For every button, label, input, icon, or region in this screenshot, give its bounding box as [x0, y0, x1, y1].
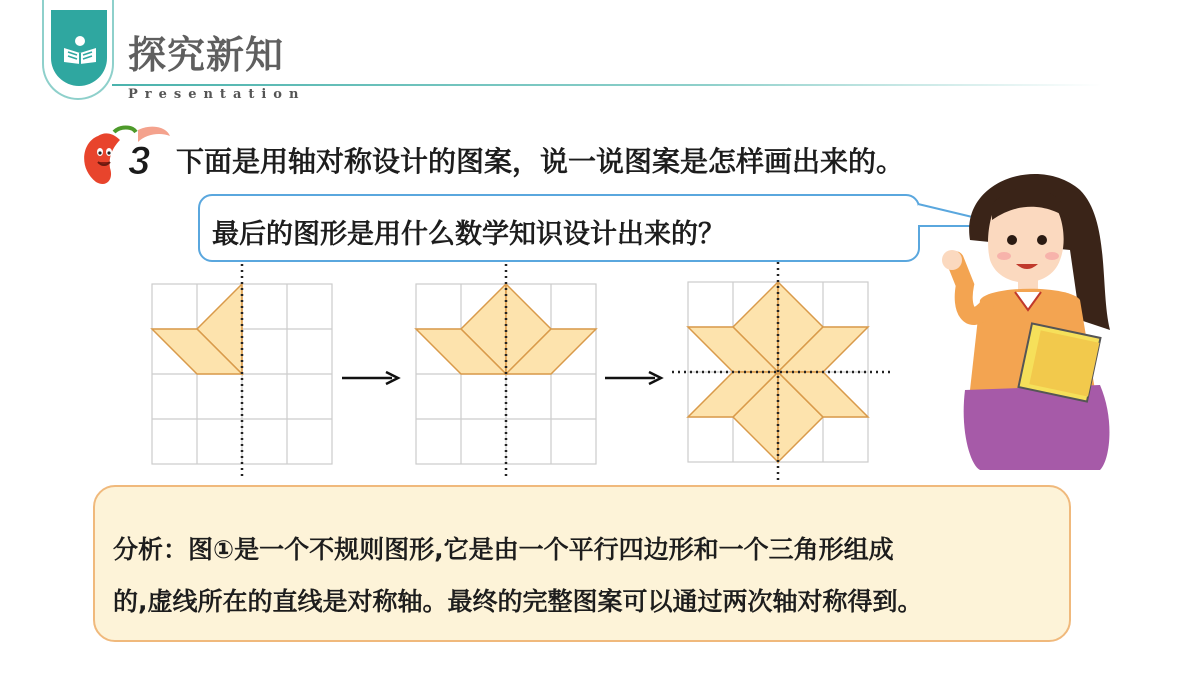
header-divider	[112, 84, 1102, 86]
teacher-illustration	[930, 160, 1120, 480]
analysis-line-1: 分析：图①是一个不规则图形,它是由一个平行四边形和一个三角形组成	[113, 535, 894, 564]
figure-2	[412, 264, 600, 480]
speech-bubble-text: 最后的图形是用什么数学知识设计出来的？	[212, 219, 725, 250]
arrow-icon	[603, 368, 665, 388]
reading-person-icon	[60, 34, 100, 64]
page-subtitle: Presentation	[128, 87, 306, 102]
figure-1	[148, 264, 336, 480]
problem-number: 3	[128, 139, 151, 183]
page-title: 探究新知	[128, 33, 285, 77]
problem-number-badge	[80, 122, 172, 188]
problem-question: 下面是用轴对称设计的图案，说一说图案是怎样画出来的。	[176, 145, 905, 178]
analysis-line-2: 的,虚线所在的直线是对称轴。最终的完整图案可以通过两次轴对称得到。	[113, 587, 923, 616]
arrow-icon	[340, 368, 402, 388]
figure-3	[672, 262, 892, 484]
